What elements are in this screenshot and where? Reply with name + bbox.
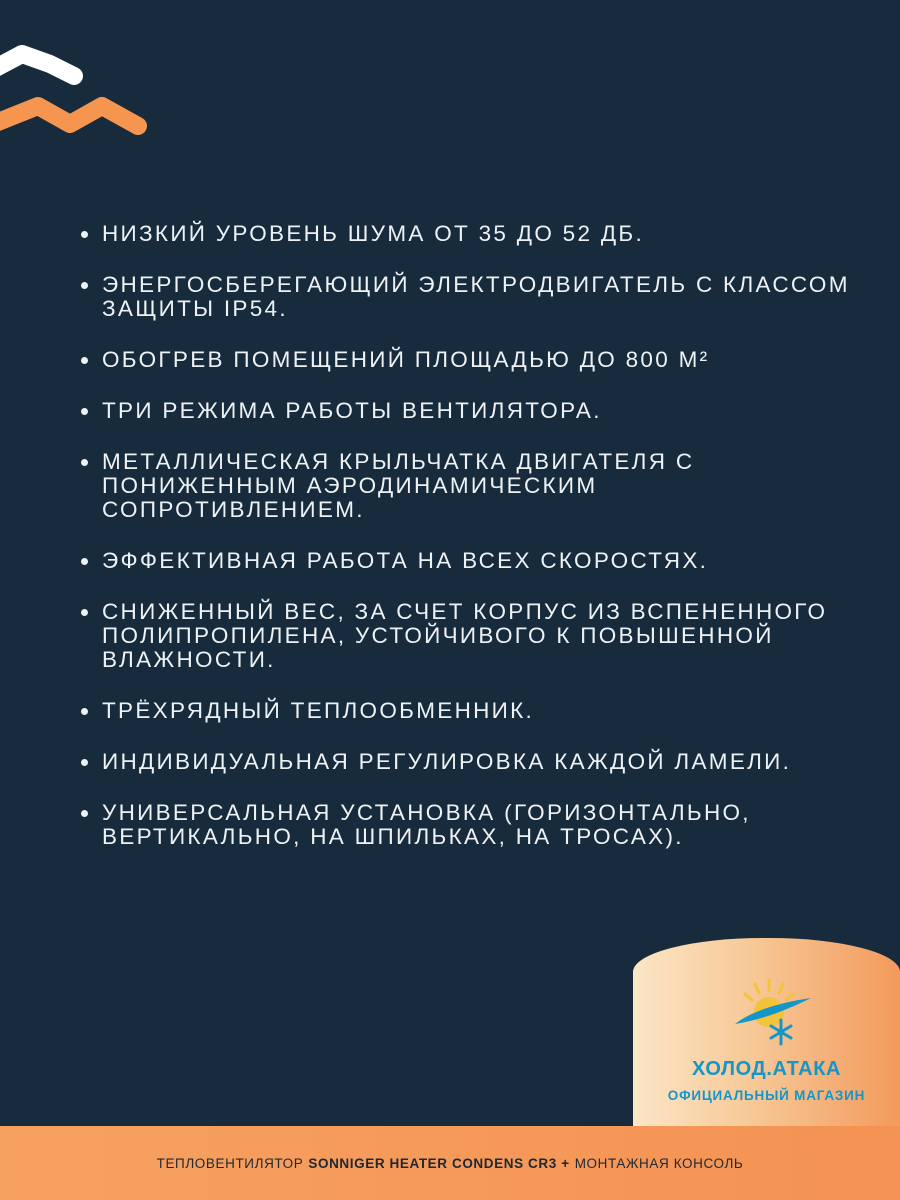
feature-item xyxy=(78,549,868,573)
feature-text: СНИЖЕННЫЙ ВЕС, ЗА СЧЕТ КОРПУС ИЗ ВСПЕНЕННОГО ПОЛИПРОПИЛЕНА, УСТОЙЧИВОГО К ПОВЫШЕННОЙ ВЛАЖНОСТИ. xyxy=(102,599,828,672)
bullet-icon xyxy=(81,459,88,466)
feature-text: ТРИ РЕЖИМА РАБОТЫ ВЕНТИЛЯТОРА. xyxy=(102,398,602,423)
feature-text: ТРЁХРЯДНЫЙ ТЕПЛООБМЕННИК. xyxy=(102,698,535,723)
brand-name: ХОЛОД.АТАКА xyxy=(691,1058,842,1080)
bullet-icon xyxy=(81,708,88,715)
footer-prefix: ТЕПЛОВЕНТИЛЯТОР xyxy=(156,1155,304,1171)
footer-product-name: SONNIGER HEATER CONDENS CR3 + xyxy=(308,1155,570,1171)
bullet-icon xyxy=(81,408,88,415)
bullet-icon xyxy=(81,759,88,766)
bullet-icon xyxy=(81,231,88,238)
bullet-icon xyxy=(81,357,88,364)
brand-tagline: ОФИЦИАЛЬНЫЙ МАГАЗИН xyxy=(667,1088,866,1103)
sun-snowflake-logo-icon xyxy=(731,972,811,1052)
feature-text: МЕТАЛЛИЧЕСКАЯ КРЫЛЬЧАТКА ДВИГАТЕЛЯ С ПОНИЖЕННЫМ АЭРОДИНАМИЧЕСКИМ СОПРОТИВЛЕНИЕМ. xyxy=(102,449,695,522)
feature-text: НИЗКИЙ УРОВЕНЬ ШУМА ОТ 35 ДО 52 ДБ. xyxy=(102,221,645,246)
footer-suffix: МОНТАЖНАЯ КОНСОЛЬ xyxy=(574,1155,744,1171)
feature-item xyxy=(78,222,868,246)
feature-item xyxy=(78,450,868,522)
feature-item xyxy=(78,399,868,423)
feature-item xyxy=(78,348,868,372)
feature-item xyxy=(78,273,868,321)
bullet-icon xyxy=(81,558,88,565)
bullet-icon xyxy=(81,282,88,289)
feature-item xyxy=(78,801,868,849)
footer-bar xyxy=(0,1126,900,1200)
feature-item xyxy=(78,750,868,774)
feature-text: УНИВЕРСАЛЬНАЯ УСТАНОВКА (ГОРИЗОНТАЛЬНО, ВЕРТИКАЛЬНО, НА ШПИЛЬКАХ, НА ТРОСАХ). xyxy=(102,800,751,849)
brand-badge xyxy=(633,938,900,1126)
feature-item xyxy=(78,699,868,723)
feature-text: ЭФФЕКТИВНАЯ РАБОТА НА ВСЕХ СКОРОСТЯХ. xyxy=(102,548,709,573)
feature-text: ИНДИВИДУАЛЬНАЯ РЕГУЛИРОВКА КАЖДОЙ ЛАМЕЛИ. xyxy=(102,749,792,774)
feature-text: ОБОГРЕВ ПОМЕЩЕНИЙ ПЛОЩАДЬЮ ДО 800 М² xyxy=(102,347,710,372)
bullet-icon xyxy=(81,609,88,616)
zigzag-orange-line xyxy=(0,106,138,126)
zigzag-white-line xyxy=(0,54,74,76)
zigzag-decoration xyxy=(0,0,160,150)
feature-text: ЭНЕРГОСБЕРЕГАЮЩИЙ ЭЛЕКТРОДВИГАТЕЛЬ С КЛАССОМ ЗАЩИТЫ IP54. xyxy=(102,272,850,321)
feature-item xyxy=(78,600,868,672)
bullet-icon xyxy=(81,810,88,817)
feature-list xyxy=(78,222,868,876)
